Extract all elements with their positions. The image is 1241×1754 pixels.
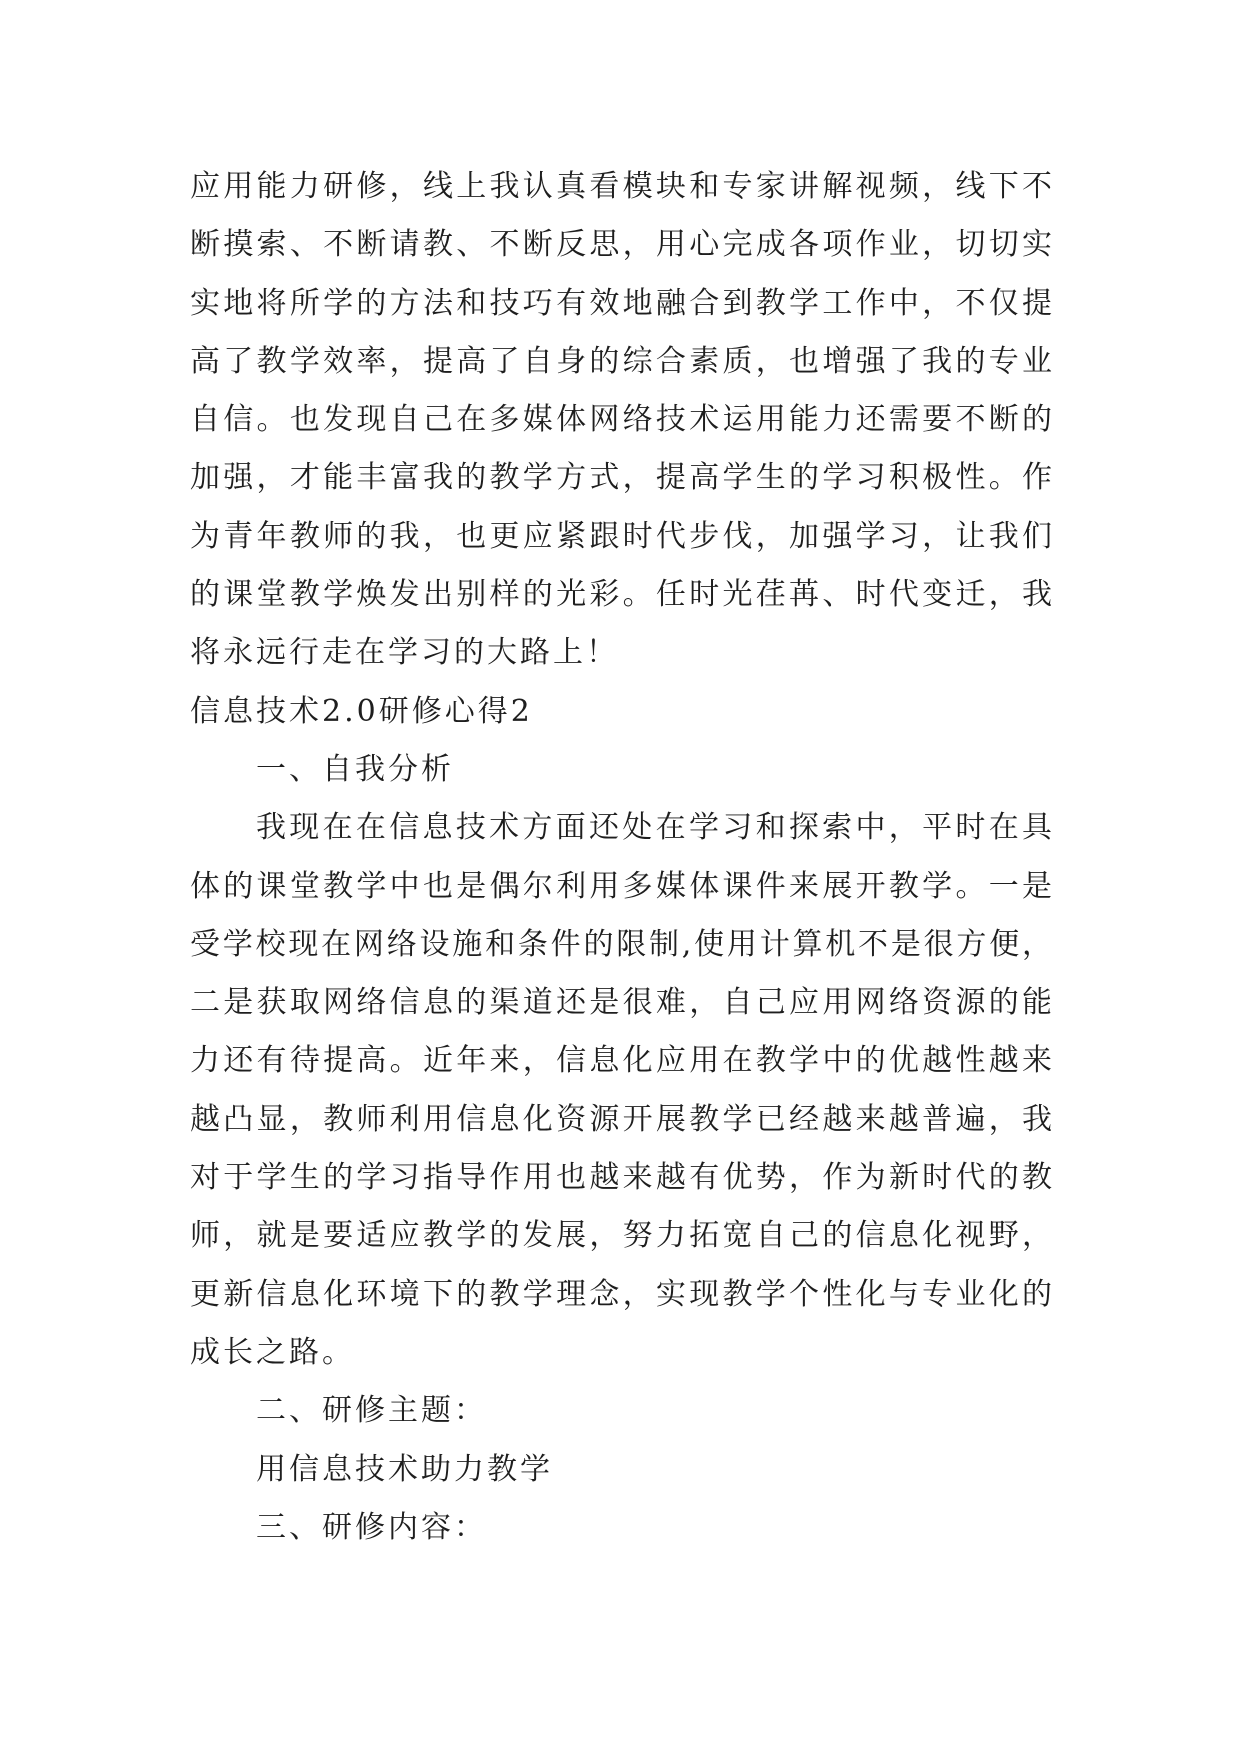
paragraph-line: 体的课堂教学中也是偶尔利用多媒体课件来展开教学。一是 [190, 868, 1052, 904]
paragraph-line: 为青年教师的我，也更应紧跟时代步伐，加强学习，让我们 [190, 518, 1052, 554]
paragraph-line: 实地将所学的方法和技巧有效地融合到教学工作中，不仅提 [190, 285, 1052, 321]
paragraph-line: 的课堂教学焕发出别样的光彩。任时光荏苒、时代变迁，我 [190, 577, 1052, 613]
paragraph-line: 断摸索、不断请教、不断反思，用心完成各项作业，切切实 [190, 227, 1052, 263]
section-title-self-analysis: 一、自我分析 [256, 751, 454, 787]
section-title-study-theme: 二、研修主题： [256, 1393, 487, 1429]
paragraph-line: 高了教学效率，提高了自身的综合素质，也增强了我的专业 [190, 343, 1052, 379]
paragraph-line: 越凸显，教师利用信息化资源开展教学已经越来越普遍，我 [190, 1101, 1052, 1137]
document-body [190, 158, 1052, 1557]
paragraph-line: 加强，才能丰富我的教学方式，提高学生的学习积极性。作 [190, 460, 1052, 496]
paragraph-line: 力还有待提高。近年来，信息化应用在教学中的优越性越来 [190, 1043, 1052, 1079]
paragraph-line: 更新信息化环境下的教学理念，实现教学个性化与专业化的 [190, 1276, 1052, 1312]
paragraph-line: 我现在在信息技术方面还处在学习和探索中，平时在具 [256, 810, 1052, 846]
paragraph-line: 对于学生的学习指导作用也越来越有优势，作为新时代的教 [190, 1160, 1052, 1196]
paragraph-line: 受学校现在网络设施和条件的限制,使用计算机不是很方便， [190, 926, 1052, 962]
paragraph-line: 师，就是要适应教学的发展，努力拓宽自己的信息化视野， [190, 1218, 1052, 1254]
paragraph-line: 成长之路。 [190, 1334, 355, 1370]
paragraph-line: 自信。也发现自己在多媒体网络技术运用能力还需要不断的 [190, 402, 1052, 438]
paragraph-line: 应用能力研修，线上我认真看模块和专家讲解视频，线下不 [190, 169, 1052, 204]
study-theme-text: 用信息技术助力教学 [256, 1451, 553, 1487]
document-heading: 信息技术2.0研修心得2 [190, 693, 533, 729]
paragraph-line: 将永远行走在学习的大路上！ [190, 635, 619, 671]
section-title-study-content: 三、研修内容： [256, 1509, 487, 1545]
paragraph-line: 二是获取网络信息的渠道还是很难，自己应用网络资源的能 [190, 985, 1052, 1021]
